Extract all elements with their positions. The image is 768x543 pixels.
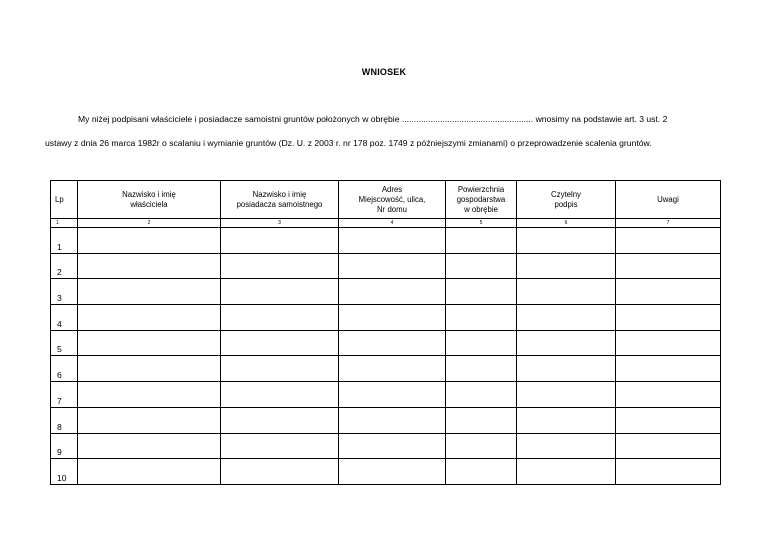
signatures-table [50,180,721,485]
table-cell-col-4[interactable] [339,279,446,305]
request-paragraph-line-1: My niżej podpisani właściciele i posiadacze samoistni gruntów położonych w obrębie ....................................................... wnosimy na podstawie art. 3 ust. 2 [78,114,668,124]
table-cell-col-5[interactable] [446,228,517,254]
table-cell-col-7[interactable] [616,433,721,459]
column-number-1: 1 [51,219,78,228]
table-cell-col-5[interactable] [446,305,517,331]
table-cell-col-3[interactable] [221,305,339,331]
column-number-4: 4 [339,219,446,228]
table-row [51,305,721,331]
table-cell-col-2[interactable] [78,382,221,408]
row-number: 7 [51,382,78,408]
table-row [51,253,721,279]
table-cell-col-2[interactable] [78,279,221,305]
column-header-2: Nazwisko i imię właściciela [78,181,221,219]
column-header-3: Nazwisko i imię posiadacza samoistnego [221,181,339,219]
table-header-row [51,181,721,219]
table-cell-col-6[interactable] [517,459,616,485]
table-cell-col-4[interactable] [339,459,446,485]
row-number: 6 [51,356,78,382]
table-cell-col-5[interactable] [446,382,517,408]
table-cell-col-2[interactable] [78,305,221,331]
table-cell-col-5[interactable] [446,279,517,305]
table-cell-col-5[interactable] [446,433,517,459]
column-number-7: 7 [616,219,721,228]
table-row [51,459,721,485]
table-cell-col-3[interactable] [221,279,339,305]
table-row [51,330,721,356]
table-cell-col-2[interactable] [78,253,221,279]
table-cell-col-6[interactable] [517,330,616,356]
table-row [51,382,721,408]
table-cell-col-2[interactable] [78,330,221,356]
column-header-5: Powierzchnia gospodarstwa w obrębie [446,181,517,219]
row-number: 5 [51,330,78,356]
table-row [51,407,721,433]
table-cell-col-7[interactable] [616,279,721,305]
table-cell-col-6[interactable] [517,433,616,459]
table-cell-col-6[interactable] [517,279,616,305]
table-cell-col-2[interactable] [78,407,221,433]
table-cell-col-3[interactable] [221,253,339,279]
row-number: 4 [51,305,78,331]
table-cell-col-7[interactable] [616,330,721,356]
table-cell-col-3[interactable] [221,433,339,459]
row-number: 10 [51,459,78,485]
table-cell-col-2[interactable] [78,459,221,485]
table-cell-col-5[interactable] [446,330,517,356]
table-cell-col-6[interactable] [517,253,616,279]
table-cell-col-5[interactable] [446,407,517,433]
table-cell-col-7[interactable] [616,382,721,408]
table-cell-col-6[interactable] [517,407,616,433]
table-cell-col-5[interactable] [446,253,517,279]
table-row [51,228,721,254]
table-cell-col-5[interactable] [446,459,517,485]
column-header-1: Lp [51,181,78,219]
document-title: WNIOSEK [361,67,407,77]
column-number-6: 6 [517,219,616,228]
table-row [51,356,721,382]
column-header-4: Adres Miejscowość, ulica, Nr domu [339,181,446,219]
table-cell-col-2[interactable] [78,433,221,459]
table-cell-col-5[interactable] [446,356,517,382]
table-cell-col-3[interactable] [221,356,339,382]
table-cell-col-2[interactable] [78,356,221,382]
row-number: 9 [51,433,78,459]
table-cell-col-4[interactable] [339,407,446,433]
table-cell-col-3[interactable] [221,382,339,408]
row-number: 8 [51,407,78,433]
table-cell-col-3[interactable] [221,228,339,254]
table-cell-col-7[interactable] [616,459,721,485]
table-cell-col-4[interactable] [339,228,446,254]
table-cell-col-3[interactable] [221,330,339,356]
table-cell-col-4[interactable] [339,305,446,331]
column-header-6: Czytelny podpis [517,181,616,219]
column-number-row [51,219,721,228]
table-cell-col-4[interactable] [339,382,446,408]
table-cell-col-4[interactable] [339,356,446,382]
table-cell-col-7[interactable] [616,228,721,254]
table-cell-col-6[interactable] [517,305,616,331]
column-number-5: 5 [446,219,517,228]
table-cell-col-7[interactable] [616,253,721,279]
column-header-7: Uwagi [616,181,721,219]
table-row [51,433,721,459]
table-cell-col-3[interactable] [221,407,339,433]
table-row [51,279,721,305]
table-cell-col-7[interactable] [616,305,721,331]
row-number: 2 [51,253,78,279]
table-cell-col-7[interactable] [616,407,721,433]
table-cell-col-4[interactable] [339,330,446,356]
table-cell-col-4[interactable] [339,253,446,279]
table-cell-col-6[interactable] [517,228,616,254]
column-number-3: 3 [221,219,339,228]
table-cell-col-6[interactable] [517,382,616,408]
table-cell-col-3[interactable] [221,459,339,485]
request-paragraph-line-2: ustawy z dnia 26 marca 1982r o scalaniu i wymianie gruntów (Dz. U. z 2003 r. nr 178 poz. 1749 z późniejszymi zmianami) o przeprowadzenie scalenia gruntów. [45,138,652,148]
table-cell-col-7[interactable] [616,356,721,382]
table-cell-col-2[interactable] [78,228,221,254]
column-number-2: 2 [78,219,221,228]
table-cell-col-4[interactable] [339,433,446,459]
row-number: 3 [51,279,78,305]
row-number: 1 [51,228,78,254]
table-cell-col-6[interactable] [517,356,616,382]
